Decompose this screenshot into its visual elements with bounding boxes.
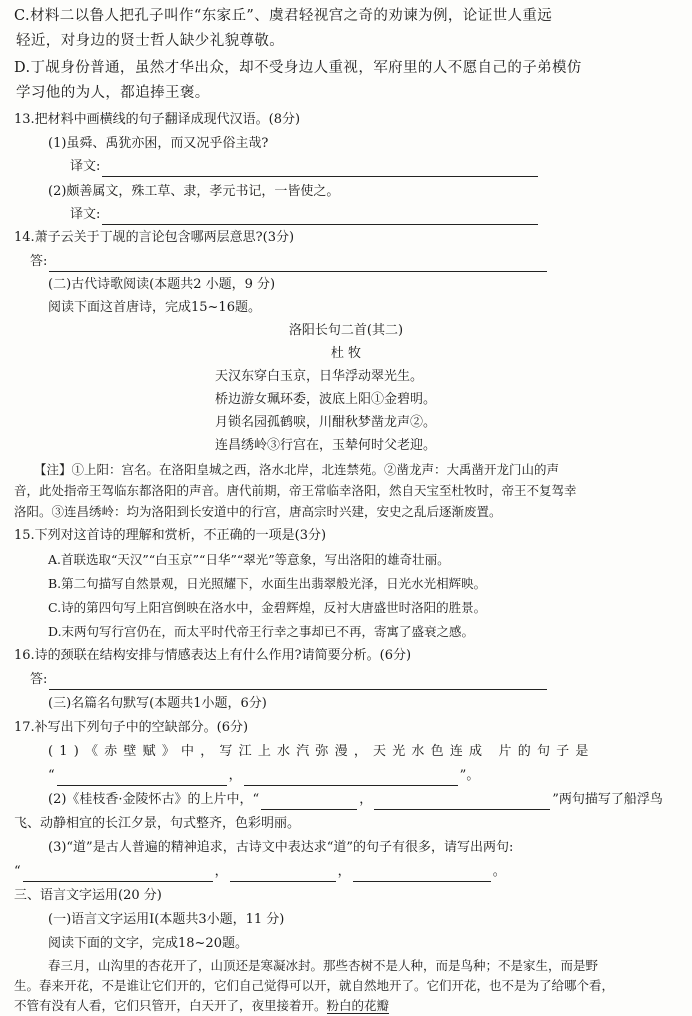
q13-translation-2 [70,205,682,225]
q17-2-suffix: ”两句描写了船浮鸟 [552,792,663,807]
part-3-heading: 三、语言文字运用(20 分) [14,888,162,903]
q14-answer-blank[interactable] [49,257,547,272]
translation-2-blank[interactable] [102,210,538,225]
passage-line2: 生。春来开花，不是谁让它们开的，它们自己觉得可以开，就自然地开了。它们开花，也不是为了给哪个看， [14,978,615,993]
answer-label: 答: [30,672,48,687]
q13-translation-1 [70,157,682,177]
q17-item-1: (1)《赤壁赋》中，写江上水汽弥漫，天光水色连成 片的句子是 [48,744,595,759]
q17-item-2 [48,790,682,810]
translation-1-blank[interactable] [102,162,538,177]
q13-stem: 13.把材料中画横线的句子翻译成现代汉语。(8分) [14,112,301,127]
translation-label: 译文: [70,159,101,174]
q17-3-blank-b[interactable] [230,867,336,882]
q17-3-blank-c[interactable] [353,867,491,882]
q16-stem: 16.诗的颈联在结构安排与情感表达上有什么作用?请简要分析。(6分) [14,648,412,663]
comma: ， [359,792,373,807]
q17-2-blank-b[interactable] [374,795,550,810]
part-3-intro: 阅读下面的文字，完成18~20题。 [48,936,248,951]
q12-option-c-line1: C.材料二以鲁人把孔子叫作“东家丘”、虞君轻视宫之奇的劝谏为例，论证世人重远 [14,8,553,24]
section-2-intro: 阅读下面这首唐诗，完成15~16题。 [48,300,261,315]
comma: ， [214,864,228,879]
poem-note-line1: 【注】①上阳：宫名。在洛阳皇城之西，洛水北岸，北连禁苑。②凿龙声：大禹凿开龙门山的声 [34,462,560,477]
q17-item-3: (3)“道”是古人普遍的精神追求，古诗文中表达求“道”的句子有很多，请写出两句: [48,840,514,855]
poem-note-line3: 洛阳。③连昌绣岭：均为洛阳到长安道中的行宫，唐高宗时兴建，安史之乱后逐渐废置。 [14,504,502,519]
q12-option-c-line2: 轻近，对身边的贤士哲人缺少礼貌尊敬。 [16,33,285,49]
translation-label: 译文: [70,207,101,222]
close-quote: ”。 [459,768,480,783]
q15-option-c[interactable]: C.诗的第四句写上阳宫倒映在洛水中，金碧辉煌，反衬大唐盛世时洛阳的胜景。 [48,600,487,615]
q15-stem: 15.下列对这首诗的理解和赏析，不正确的一项是(3分) [14,528,327,543]
q17-1-blank-a[interactable] [57,771,227,786]
q15-option-b[interactable]: B.第二句描写自然景观，日光照耀下，水面生出翡翠般光泽，日光水光相辉映。 [48,576,487,591]
poem-note-line2: 音，此处指帝王驾临东都洛阳的声音。唐代前期，帝王常临幸洛阳，然自天宝至杜牧时，帝王不复驾幸 [14,483,577,498]
poem-line: 月锁名园孤鹤唳，川酣秋梦凿龙声②。 [215,415,437,430]
q17-stem: 17.补写出下列句子中的空缺部分。(6分) [14,720,249,735]
q17-item-3-answer [14,862,682,882]
q15-option-d[interactable]: D.末两句写行宫仍在，而太平时代帝王行幸之事却已不再，寄寓了盛衰之感。 [48,624,475,639]
comma: ， [337,864,351,879]
q14-answer-line [30,252,682,272]
passage-line1: 春三月，山沟里的杏花开了，山顶还是寒凝冰封。那些杏树不是人种，而是鸟种；不是家生，而是野 [48,958,599,973]
passage-line3-text: 不管有没有人看，它们只管开，白天开了，夜里接着开。 [14,998,327,1013]
open-quote: “ [48,768,55,783]
q17-item-1-answer [48,766,682,786]
poem-line: 桥边游女珮环委，波底上阳①金碧明。 [215,392,437,407]
q16-answer-blank[interactable] [49,675,547,690]
q17-3-blank-a[interactable] [23,867,213,882]
passage-line3 [14,996,682,1016]
underlined-phrase: 粉白的花瓣 [326,998,390,1013]
poem-line: 天汉东穿白玉京，日华浮动翠光生。 [215,369,424,384]
q14-stem: 14.萧子云关于丁觇的言论包含哪两层意思?(3分) [14,230,295,245]
section-2-heading: (二)古代诗歌阅读(本题共2 小题，9 分) [48,277,276,292]
q12-option-d-line2: 学习他的为人，都追捧王褒。 [16,85,210,101]
q12-option-d-line1: D.丁觇身份普通，虽然才华出众，却不受身边人重视，军府里的人不愿自己的子弟模仿 [14,60,582,76]
q17-1-blank-b[interactable] [244,771,458,786]
q16-answer-line [30,670,682,690]
poem-title: 洛阳长句二首(其二) [288,323,404,338]
period: 。 [492,864,506,879]
q13-sentence-2: (2)颇善属文，殊工草、隶，孝元书记，一皆使之。 [48,184,340,199]
part-3-subheading: (一)语言文字运用Ⅰ(本题共3小题，11 分) [48,912,285,927]
q17-item-2-line2: 飞、动静相宜的长江夕景，句式整齐，色彩明丽。 [14,816,301,831]
q17-2-blank-a[interactable] [261,795,357,810]
poem-author: 杜 牧 [330,346,362,361]
comma: ， [228,768,242,783]
answer-label: 答: [30,254,48,269]
open-quote: “ [14,864,21,879]
q13-sentence-1: (1)虽舜、禹犹亦困，而又况乎俗主哉? [48,136,269,151]
q17-2-prefix: (2)《桂枝香·金陵怀古》的上片中，“ [48,792,260,807]
poem-line: 连昌绣岭③行宫在，玉辇何时父老迎。 [215,438,437,453]
section-3-heading: (三)名篇名句默写(本题共1小题，6分) [48,696,267,711]
q15-option-a[interactable]: A.首联选取“天汉”“白玉京”“日华”“翠光”等意象，写出洛阳的雄奇壮丽。 [48,552,450,567]
